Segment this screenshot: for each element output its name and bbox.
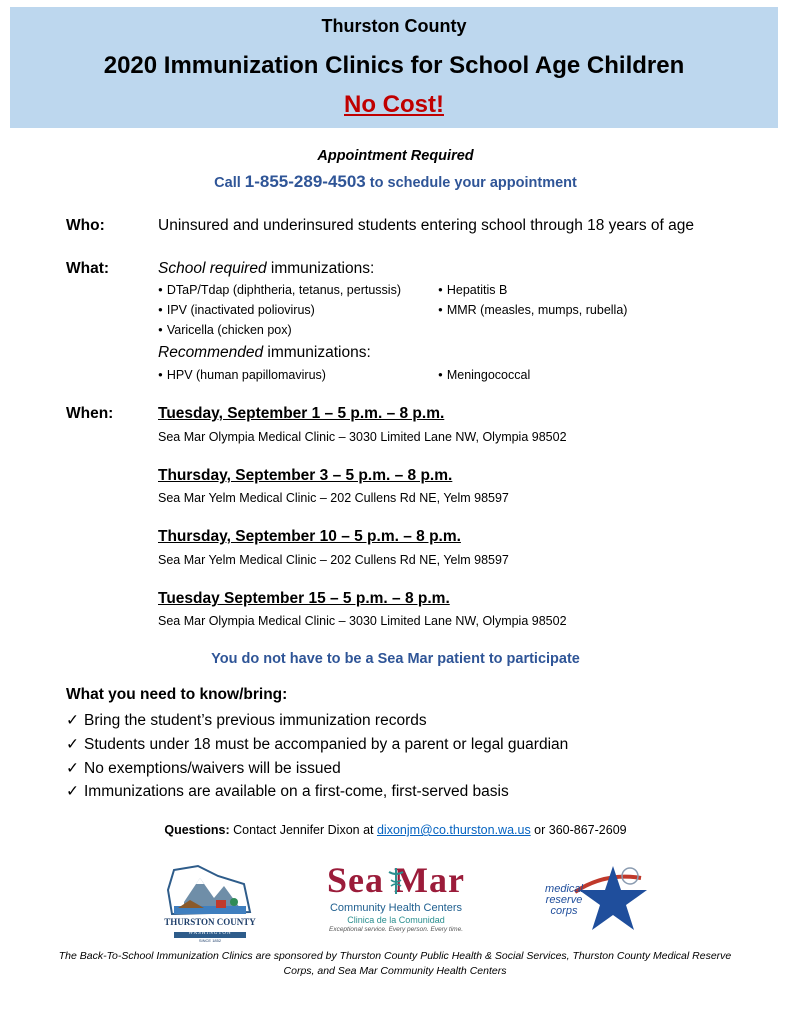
seamar-line2: Clinica de la Comunidad (347, 915, 445, 925)
questions-line: Questions: Contact Jennifer Dixon at dixonjm@co.thurston.wa.us or 360-867-2609 (164, 823, 627, 837)
thurston-state: WASHINGTON (188, 931, 232, 936)
header-banner (10, 7, 778, 128)
seamar-logo (316, 860, 476, 936)
sponsor-footer: The Back-To-School Immunization Clinics are sponsored by Thurston County Public Health & Social Services, Thurston County Medical Reserve Corps, and Sea Mar Community Health Centers (58, 950, 732, 977)
checklist-item: ✓ Bring the student’s previous immunization records (66, 712, 427, 729)
what-label: What: (66, 260, 110, 277)
mrc-text: medical reserve corps (545, 883, 583, 917)
thurston-name: THURSTON COUNTY (164, 917, 256, 927)
list-item: ● DTaP/Tdap (diphtheria, tetanus, pertussis) (158, 283, 401, 297)
required-heading: School required immunizations: (158, 260, 375, 277)
clinic-address: Sea Mar Olympia Medical Clinic – 3030 Limited Lane NW, Olympia 98502 (158, 614, 567, 628)
recommended-heading: Recommended immunizations: (158, 344, 371, 361)
email-link[interactable]: dixonjm@co.thurston.wa.us (376, 823, 531, 837)
phone-number[interactable]: 1-855-289-4503 (244, 172, 366, 191)
clinic-date: Thursday, September 3 – 5 p.m. – 8 p.m. (158, 467, 453, 484)
list-item: ● Varicella (chicken pox) (158, 323, 292, 337)
list-item: ● HPV (human papillomavirus) (158, 368, 326, 382)
appointment-required: Appointment Required (317, 148, 474, 164)
list-item: ● Meningococcal (438, 368, 530, 382)
checklist-item: ✓ No exemptions/waivers will be issued (66, 760, 341, 777)
clinic-address: Sea Mar Yelm Medical Clinic – 202 Cullens Rd NE, Yelm 98597 (158, 553, 509, 567)
seamar-line1: Community Health Centers (329, 902, 463, 914)
clinic-date: Tuesday, September 1 – 5 p.m. – 8 p.m. (158, 405, 445, 422)
list-item: ● MMR (measles, mumps, rubella) (438, 303, 627, 317)
seamar-line3: Exceptional service. Every person. Every time. (328, 926, 464, 933)
seamar-wordmark: Sea Mar (327, 860, 465, 900)
list-item: ● Hepatitis B (438, 283, 507, 297)
mrc-logo (535, 862, 655, 942)
checklist-item: ✓ Immunizations are available on a first-come, first-served basis (66, 783, 509, 800)
clinic-address: Sea Mar Olympia Medical Clinic – 3030 Limited Lane NW, Olympia 98502 (158, 430, 567, 444)
county-heading: Thurston County (321, 16, 467, 36)
seamar-patient-note: You do not have to be a Sea Mar patient to participate (211, 651, 580, 667)
checklist-item: ✓ Students under 18 must be accompanied by a parent or legal guardian (66, 736, 569, 753)
thurston-since: SINCE 1852 (198, 938, 222, 943)
when-label: When: (66, 405, 114, 422)
clinic-date: Tuesday September 15 – 5 p.m. – 8 p.m. (158, 590, 450, 607)
call-line: Call 1-855-289-4503 to schedule your appointment (214, 172, 577, 191)
caduceus-icon (387, 866, 405, 896)
check-icon: ✓ (66, 760, 79, 777)
no-cost-label: No Cost! (344, 91, 444, 118)
need-heading: What you need to know/bring: (66, 686, 288, 703)
who-text: Uninsured and underinsured students entering school through 18 years of age (158, 217, 694, 234)
page-title: 2020 Immunization Clinics for School Age Children (103, 52, 685, 79)
check-icon: ✓ (66, 783, 79, 800)
clinic-address: Sea Mar Yelm Medical Clinic – 202 Cullens Rd NE, Yelm 98597 (158, 491, 509, 505)
list-item: ● IPV (inactivated poliovirus) (158, 303, 315, 317)
check-icon: ✓ (66, 712, 79, 729)
check-icon: ✓ (66, 736, 79, 753)
thurston-county-seal (160, 862, 260, 942)
clinic-date: Thursday, September 10 – 5 p.m. – 8 p.m. (158, 528, 461, 545)
thurston-county-logo (160, 862, 260, 942)
who-label: Who: (66, 217, 105, 234)
